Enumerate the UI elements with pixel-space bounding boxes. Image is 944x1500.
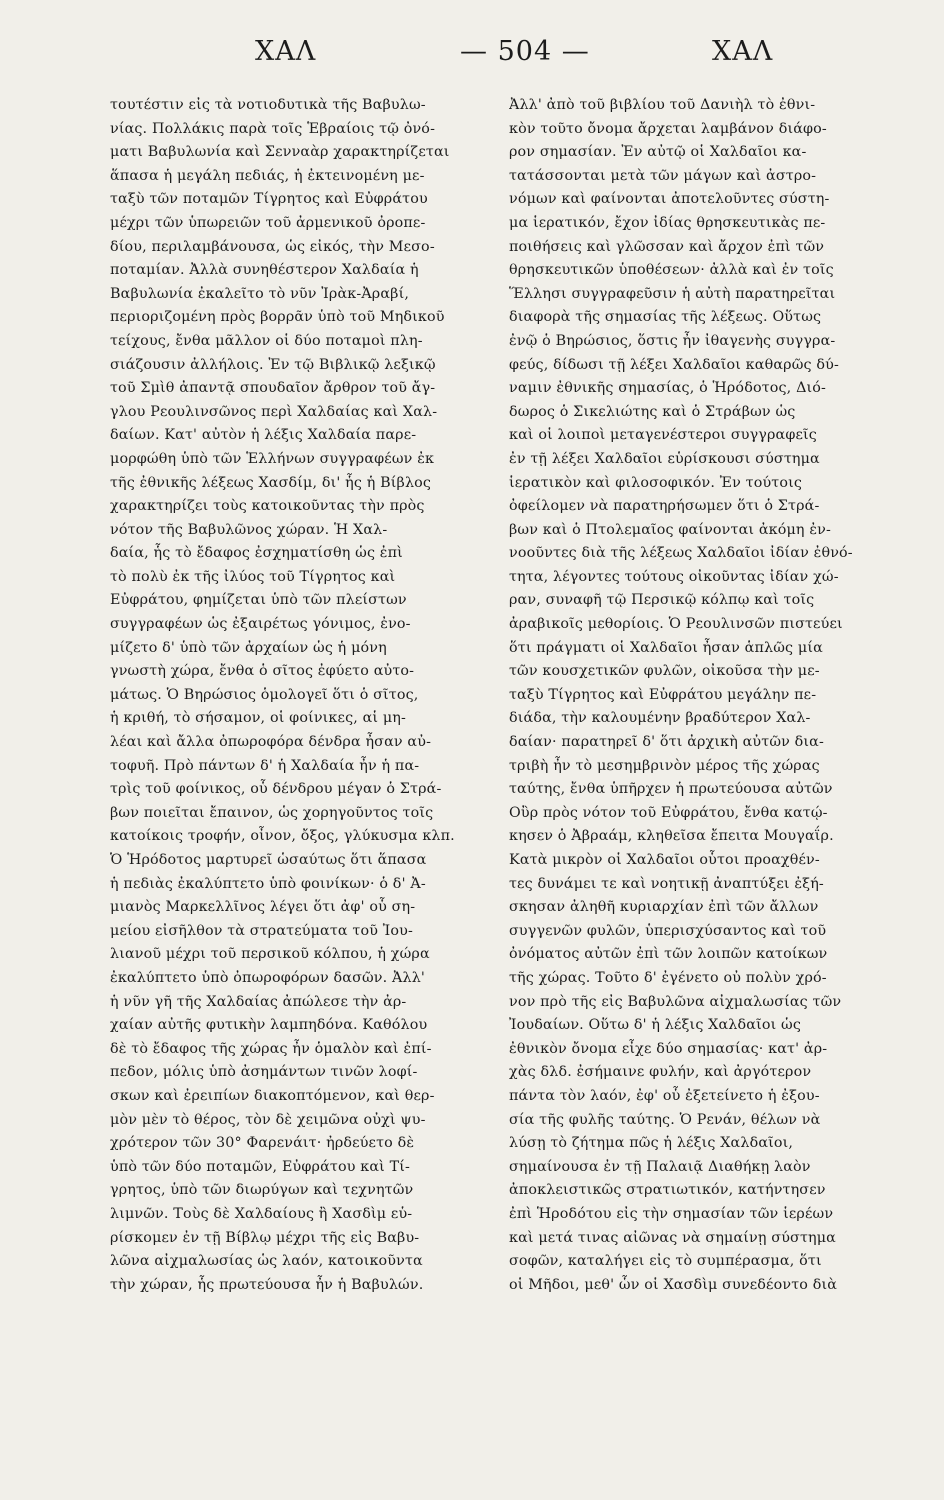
text-line: συγγραφέων ὡς ἐξαιρέτως γόνιμος, ἐνο-	[110, 616, 411, 633]
text-line: μείου εἰσῆλθον τὰ στρατεύματα τοῦ Ἰου-	[110, 922, 413, 939]
text-line: ἐνῷ ὁ Βηρώσιος, ὅστις ἦν ἰθαγενὴς συγγρα-	[509, 332, 836, 349]
text-line: ἡ πεδιὰς ἐκαλύπτετο ὑπὸ φοινίκων· ὁ δ' Ἀ-	[110, 875, 426, 892]
text-line: τὸ πολὺ ἐκ τῆς ἰλύος τοῦ Τίγρητος καὶ	[110, 568, 396, 585]
text-line: νοοῦντες διὰ τῆς λέξεως Χαλδαῖοι ἰδίαν ἐθνό-	[509, 545, 853, 562]
text-line: ματι Βαβυλωνία καὶ Σενναὰρ χαρακτηρίζεται	[110, 144, 450, 161]
text-line: σιάζουσιν ἀλλήλοις. Ἐν τῷ Βιβλικῷ λεξικῷ	[110, 356, 436, 373]
text-line: τατάσσονται μετὰ τῶν μάγων καὶ ἀστρο-	[509, 167, 817, 184]
text-line: σία τῆς φυλῆς ταύτης. Ὁ Ρενάν, θέλων νὰ	[509, 1111, 821, 1128]
text-line: χαίαν αὐτῆς φυτικὴν λαμπηδόνα. Καθόλου	[110, 1017, 428, 1034]
text-line: ὅτι πράγματι οἱ Χαλδαῖοι ἦσαν ἁπλῶς μία	[509, 639, 823, 656]
text-line: πάντα τὸν λαόν, ἐφ' οὗ ἐξετείνετο ἡ ἐξου-	[509, 1087, 820, 1104]
text-line: μα ἱερατικόν, ἔχον ἰδίας θρησκευτικὰς πε-	[509, 214, 826, 231]
text-line: ἐκαλύπτετο ὑπὸ ὀπωροφόρων δασῶν. Ἀλλ'	[110, 969, 426, 986]
text-line: Ὁ Ἡρόδοτος μαρτυρεῖ ὡσαύτως ὅτι ἅπασα	[110, 852, 427, 868]
text-line: νόμων καὶ φαίνονται ἀποτελοῦντες σύστη-	[509, 191, 830, 208]
text-line: συγγενῶν φυλῶν, ὑπερισχύσαντος καὶ τοῦ	[509, 922, 827, 939]
text-line: σημαίνουσα ἐν τῇ Παλαιᾷ Διαθήκῃ λαὸν	[509, 1158, 811, 1175]
text-line: ποταμίαν. Ἀλλὰ συνηθέστερον Χαλδαία ἡ	[110, 262, 419, 279]
text-line: πεδον, μόλις ὑπὸ ἀσημάντων τινῶν λοφί-	[110, 1064, 418, 1081]
text-line: Βαβυλωνία ἐκαλεῖτο τὸ νῦν Ἰρὰκ-Ἀραβί,	[110, 285, 410, 302]
text-line: γλου Ρεουλινσῶνος περὶ Χαλδαίας καὶ Χαλ-	[110, 403, 438, 420]
text-line: ἐπὶ Ἡροδότου εἰς τὴν σημασίαν τῶν ἱερέων	[509, 1205, 834, 1222]
text-line: δαία, ἧς τὸ ἔδαφος ἐσχηματίσθη ὡς ἐπὶ	[110, 545, 403, 562]
text-line: γρητος, ὑπὸ τῶν διωρύγων καὶ τεχνητῶν	[110, 1182, 414, 1199]
text-line: ὀνόματος αὐτῶν ἐπὶ τῶν λοιπῶν κατοίκων	[509, 946, 828, 963]
text-line: Ἀλλ' ἀπὸ τοῦ βιβλίου τοῦ Δανιὴλ τὸ ἐθνι-	[509, 97, 816, 113]
text-line: δίου, περιλαμβάνουσα, ὡς εἰκός, τὴν Μεσο-	[110, 238, 435, 255]
text-line: ἐθνικὸν ὄνομα εἶχε δύο σημασίας· κατ' ἀρ-	[509, 1040, 828, 1057]
text-line: ρίσκομεν ἐν τῇ Βίβλῳ μέχρι τῆς εἰς Βαβυ-	[110, 1229, 420, 1246]
text-line: τὴν χώραν, ἧς πρωτεύουσα ἦν ἡ Βαβυλών.	[110, 1276, 424, 1293]
text-line: μέχρι τῶν ὑπωρειῶν τοῦ ἀρμενικοῦ ὀροπε-	[110, 214, 426, 231]
text-line: χρότερον τῶν 30° Φαρενάιτ· ἠρδεύετο δὲ	[110, 1135, 415, 1152]
text-line: νότον τῆς Βαβυλῶνος χώραν. Ἡ Χαλ-	[110, 521, 388, 538]
text-line: τῆς ἐθνικῆς λέξεως Χασδίμ, δι' ἧς ἡ Βίβλος	[110, 474, 432, 491]
text-line: σκων καὶ ἐρειπίων διακοπτόμενον, καὶ θερ-	[110, 1087, 435, 1104]
text-line: τρὶς τοῦ φοίνικος, οὗ δένδρου μέγαν ὁ Στρά-	[110, 781, 442, 798]
running-header	[100, 36, 860, 76]
text-line: Ἰουδαίων. Οὕτω δ' ἡ λέξις Χαλδαῖοι ὡς	[509, 1017, 802, 1034]
text-line: ἐν τῇ λέξει Χαλδαῖοι εὑρίσκουσι σύστημα	[509, 450, 820, 467]
text-line: μὸν μὲν τὸ θέρος, τὸν δὲ χειμῶνα οὐχὶ ψυ-	[110, 1111, 426, 1128]
text-line: ἅπασα ἡ μεγάλη πεδιάς, ἡ ἐκτεινομένη με-	[110, 167, 425, 184]
text-line: τῆς χώρας. Τοῦτο δ' ἐγένετο οὐ πολὺν χρό-	[509, 969, 827, 986]
text-line: γνωστὴ χώρα, ἔνθα ὁ σῖτος ἐφύετο αὐτο-	[110, 663, 415, 680]
text-line: τριβὴ ἦν τὸ μεσημβρινὸν μέρος τῆς χώρας	[509, 757, 820, 774]
text-line: ταξὺ τῶν ποταμῶν Τίγρητος καὶ Εὐφράτου	[110, 191, 428, 208]
header-headword-left: ΧΑΛ	[255, 36, 317, 67]
text-line: χὰς δλδ. ἐσήμαινε φυλήν, καὶ ἀργότερον	[509, 1064, 812, 1081]
text-line: ναμιν ἐθνικῆς σημασίας, ὁ Ἡρόδοτος, Διό-	[509, 380, 827, 397]
text-line: δωρος ὁ Σικελιώτης καὶ ὁ Στράβων ὡς	[509, 403, 796, 420]
text-line: ρον σημασίαν. Ἐν αὐτῷ οἱ Χαλδαῖοι κα-	[509, 144, 807, 161]
text-line: ἀποκλειστικῶς στρατιωτικόν, κατήντησεν	[509, 1182, 826, 1199]
text-line: λύσῃ τὸ ζήτημα πῶς ἡ λέξις Χαλδαῖοι,	[509, 1135, 794, 1152]
text-line: νον πρὸ τῆς εἰς Βαβυλῶνα αἰχμαλωσίας τῶν	[509, 993, 842, 1010]
text-line: δαίαν· παρατηρεῖ δ' ὅτι ἀρχικὴ αὐτῶν δια-	[509, 734, 824, 751]
text-line: Εὐφράτου, φημίζεται ὑπὸ τῶν πλείστων	[110, 592, 407, 609]
text-line: μάτως. Ὁ Βηρώσιος ὁμολογεῖ ὅτι ὁ σῖτος,	[110, 686, 419, 703]
page-number: — 504 —	[460, 36, 590, 67]
text-line: μορφώθη ὑπὸ τῶν Ἑλλήνων συγγραφέων ἐκ	[110, 450, 435, 467]
text-line: τουτέστιν εἰς τὰ νοτιοδυτικὰ τῆς Βαβυλω-	[110, 97, 426, 113]
text-line: καὶ μετά τινας αἰῶνας νὰ σημαίνῃ σύστημα	[509, 1229, 836, 1246]
text-line: λῶνα αἰχμαλωσίας ὡς λαόν, κατοικοῦντα	[110, 1253, 423, 1270]
text-line: ποιθήσεις καὶ γλῶσσαν καὶ ἄρχον ἐπὶ τῶν	[509, 238, 825, 255]
text-line: ταξὺ Τίγρητος καὶ Εὐφράτου μεγάλην πε-	[509, 686, 817, 703]
text-line: τείχους, ἔνθα μᾶλλον οἱ δύο ποταμοὶ πλη-	[110, 332, 423, 349]
text-line: μιανὸς Μαρκελλῖνος λέγει ὅτι ἀφ' οὗ ση-	[110, 899, 416, 916]
text-line: λέαι καὶ ἄλλα ὀπωροφόρα δένδρα ἦσαν αὐ-	[110, 734, 432, 751]
text-line: οἱ Μῆδοι, μεθ' ὧν οἱ Χασδὶμ συνεδέοντο διὰ	[509, 1276, 838, 1293]
text-line: σοφῶν, καταλήγει εἰς τὸ συμπέρασμα, ὅτι	[509, 1253, 822, 1270]
text-line: ἀραβικοῖς μεθορίοις. Ὁ Ρεουλινσῶν πιστεύει	[509, 616, 843, 633]
text-line: διάδα, τὴν καλουμένην βραδύτερον Χαλ-	[509, 710, 811, 727]
text-line: τητα, λέγοντες τούτους οἰκοῦντας ἰδίαν χώ-	[509, 568, 839, 585]
text-line: λιανοῦ μέχρι τοῦ περσικοῦ κόλπου, ἡ χώρα	[110, 946, 430, 963]
text-line: Οὒρ πρὸς νότον τοῦ Εὐφράτου, ἔνθα κατῴ-	[509, 804, 828, 821]
text-line: ἱερατικὸν καὶ φιλοσοφικόν. Ἐν τούτοις	[509, 474, 803, 491]
text-line: βων ποιεῖται ἔπαινον, ὡς χορηγοῦντος τοῖς	[110, 804, 434, 821]
text-line: δὲ τὸ ἔδαφος τῆς χώρας ἦν ὁμαλὸν καὶ ἐπί-	[110, 1040, 432, 1057]
text-line: τες δυνάμει τε καὶ νοητικῇ ἀναπτύξει ἐξή-	[509, 875, 824, 892]
text-line: ὀφείλομεν νὰ παρατηρήσωμεν ὅτι ὁ Στρά-	[509, 498, 820, 515]
text-line: μίζετο δ' ὑπὸ τῶν ἀρχαίων ὡς ἡ μόνη	[110, 639, 387, 656]
text-line: τῶν κουσχετικῶν φυλῶν, οἰκοῦσα τὴν με-	[509, 663, 820, 680]
text-line: ἡ νῦν γῆ τῆς Χαλδαίας ἀπώλεσε τὴν ἀρ-	[110, 993, 407, 1010]
text-line: περιοριζομένη πρὸς βορρᾶν ὑπὸ τοῦ Μηδικοῦ	[110, 309, 445, 326]
text-line: βων καὶ ὁ Πτολεμαῖος φαίνονται ἀκόμη ἐν-	[509, 521, 831, 538]
text-line: νίας. Πολλάκις παρὰ τοῖς Ἑβραίοις τῷ ὀνό-	[110, 120, 436, 137]
text-line: διαφορὰ τῆς σημασίας τῆς λέξεως. Οὕτως	[509, 309, 822, 326]
text-line: ταύτης, ἔνθα ὑπῆρχεν ἡ πρωτεύουσα αὐτῶν	[509, 781, 833, 798]
text-line: τοῦ Σμὶθ ἀπαντᾷ σπουδαῖον ἄρθρον τοῦ ἄγ-	[110, 380, 436, 397]
header-headword-right: ΧΑΛ	[712, 36, 774, 67]
text-line: Ἕλλησι συγγραφεῦσιν ἡ αὐτὴ παρατηρεῖται	[509, 285, 836, 302]
text-line: Κατὰ μικρὸν οἱ Χαλδαῖοι οὗτοι προαχθέν-	[509, 852, 820, 868]
text-line: καὶ οἱ λοιποὶ μεταγενέστεροι συγγραφεῖς	[509, 427, 817, 444]
text-line: σκησαν ἀληθῆ κυριαρχίαν ἐπὶ τῶν ἄλλων	[509, 899, 819, 916]
text-line: λιμνῶν. Τοὺς δὲ Χαλδαίους ἢ Χασδὶμ εὑ-	[110, 1205, 413, 1222]
text-line: ἡ κριθή, τὸ σήσαμον, οἱ φοίνικες, αἱ μη-	[110, 710, 407, 727]
text-line: ὑπὸ τῶν δύο ποταμῶν, Εὐφράτου καὶ Τί-	[110, 1158, 411, 1175]
text-line: φεύς, δίδωσι τῇ λέξει Χαλδαῖοι καθαρῶς δύ-	[509, 356, 839, 373]
text-line: χαρακτηρίζει τοὺς κατοικοῦντας τὴν πρὸς	[110, 498, 425, 515]
text-line: κὸν τοῦτο ὄνομα ἄρχεται λαμβάνον διάφο-	[509, 120, 827, 137]
right-text-column	[509, 94, 934, 1494]
text-line: θρησκευτικῶν ὑποθέσεων· ἀλλὰ καὶ ἐν τοῖς	[509, 262, 834, 279]
text-line: κατοίκοις τροφήν, οἶνον, ὄξος, γλύκυσμα κλπ.	[110, 828, 455, 845]
text-line: ραν, συναφῆ τῷ Περσικῷ κόλπῳ καὶ τοῖς	[509, 592, 815, 609]
text-line: τοφυῆ. Πρὸ πάντων δ' ἡ Χαλδαία ἦν ἡ πα-	[110, 757, 420, 774]
text-line: δαίων. Κατ' αὐτὸν ἡ λέξις Χαλδαία παρε-	[110, 427, 417, 444]
left-text-column	[110, 94, 488, 1494]
text-line: κησεν ὁ Ἀβραάμ, κληθεῖσα ἔπειτα Μουγαΐρ.	[509, 828, 834, 845]
